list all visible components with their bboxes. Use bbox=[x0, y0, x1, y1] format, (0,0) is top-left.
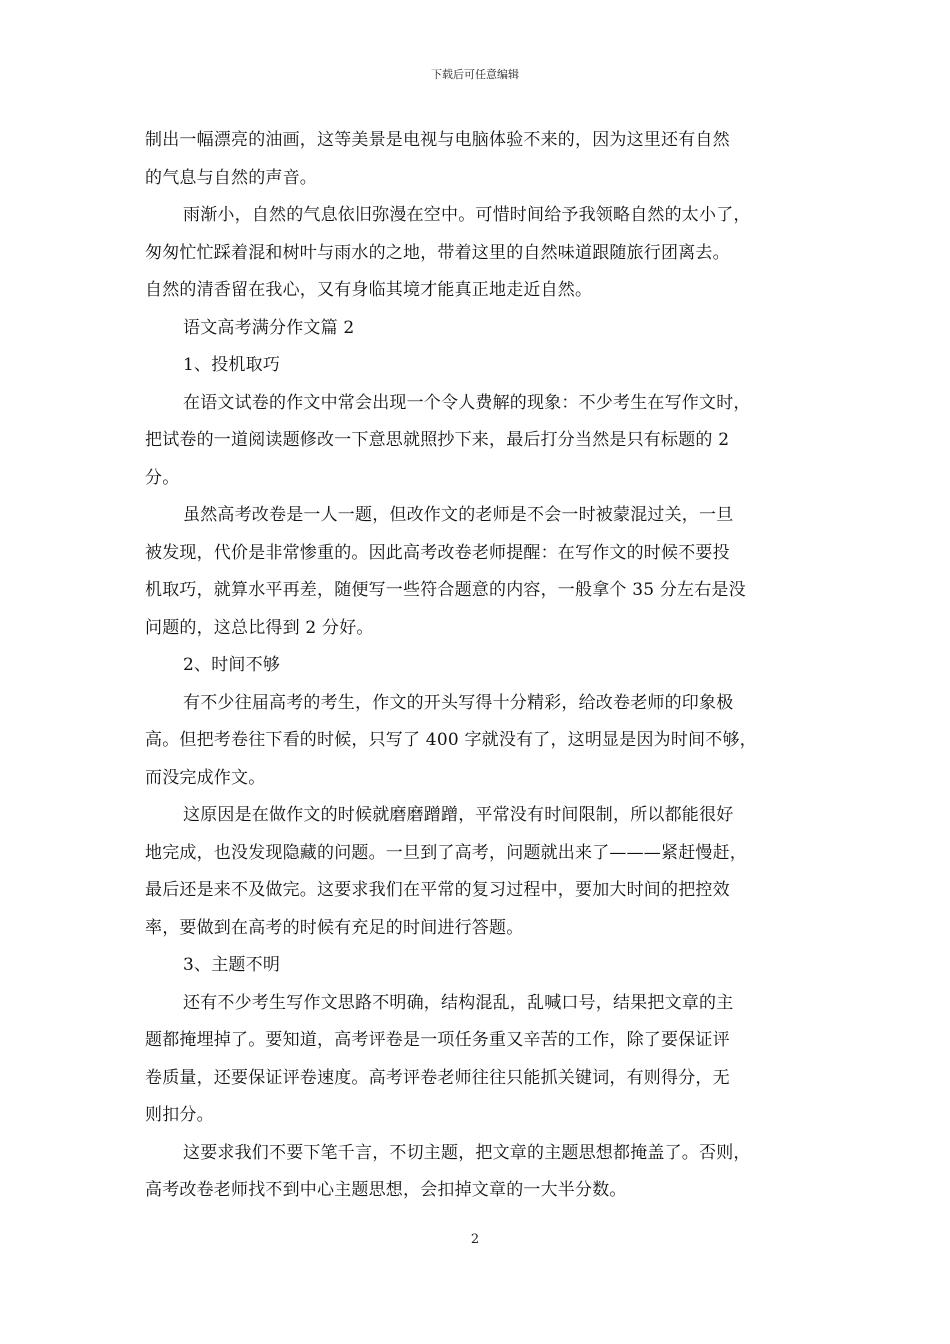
text-line: 地完成，也没发现隐藏的问题。一旦到了高考，问题就出来了———紧赶慢赶， bbox=[145, 842, 747, 863]
text-line: 卷质量，还要保证评卷速度。高考评卷老师往往只能抓关键词，有则得分，无 bbox=[145, 1067, 730, 1088]
page-header: 下载后可任意编辑 bbox=[431, 68, 519, 81]
text-line: 2、时间不够 bbox=[183, 655, 281, 675]
text-line: 这原因是在做作文的时候就磨磨蹭蹭，平常没有时间限制，所以都能很好 bbox=[183, 805, 734, 825]
text-line: 雨渐小，自然的气息依旧弥漫在空中。可惜时间给予我领略自然的太小了， bbox=[183, 205, 751, 225]
text-line: 匆匆忙忙踩着混和树叶与雨水的之地，带着这里的自然味道跟随旅行团离去。 bbox=[145, 242, 730, 263]
text-line: 制出一幅漂亮的油画，这等美景是电视与电脑体验不来的，因为这里还有自然 bbox=[145, 130, 730, 150]
text-line: 被发现，代价是非常惨重的。因此高考改卷老师提醒：在写作文的时候不要投 bbox=[145, 542, 730, 563]
text-line: 分。 bbox=[145, 467, 180, 488]
text-line: 的气息与自然的声音。 bbox=[145, 167, 317, 188]
text-line: 在语文试卷的作文中常会出现一个令人费解的现象：不少考生在写作文时， bbox=[183, 392, 751, 413]
text-line: 这要求我们不要下笔千言，不切主题，把文章的主题思想都掩盖了。否则， bbox=[183, 1142, 751, 1163]
text-line: 率，要做到在高考的时候有充足的时间进行答题。 bbox=[145, 917, 524, 938]
text-line: 机取巧，就算水平再差，随便写一些符合题意的内容，一般拿个 35 分左右是没 bbox=[145, 580, 746, 600]
text-line: 1、投机取巧 bbox=[183, 355, 281, 375]
text-line: 题都掩埋掉了。要知道，高考评卷是一项任务重又辛苦的工作，除了要保证评 bbox=[145, 1030, 730, 1050]
document-body bbox=[145, 122, 805, 1210]
text-line: 把试卷的一道阅读题修改一下意思就照抄下来，最后打分当然是只有标题的 2 bbox=[145, 430, 730, 450]
text-line: 最后还是来不及做完。这要求我们在平常的复习过程中，要加大时间的把控效 bbox=[145, 880, 730, 900]
page-number: 2 bbox=[470, 1232, 480, 1247]
text-line: 高考改卷老师找不到中心主题思想，会扣掉文章的一大半分数。 bbox=[145, 1180, 627, 1200]
text-line: 有不少往届高考的考生，作文的开头写得十分精彩，给改卷老师的印象极 bbox=[183, 692, 734, 713]
text-line: 还有不少考生写作文思路不明确，结构混乱，乱喊口号，结果把文章的主 bbox=[183, 992, 734, 1013]
text-line: 语文高考满分作文篇 2 bbox=[183, 317, 355, 338]
text-line: 自然的清香留在我心，又有身临其境才能真正地走近自然。 bbox=[145, 280, 593, 300]
text-line: 3、主题不明 bbox=[183, 955, 281, 975]
text-line: 高。但把考卷往下看的时候，只写了 400 字就没有了，这明显是因为时间不够， bbox=[145, 730, 757, 750]
text-line: 而没完成作文。 bbox=[145, 767, 266, 788]
text-line: 问题的，这总比得到 2 分好。 bbox=[145, 617, 374, 638]
text-line: 则扣分。 bbox=[145, 1105, 214, 1125]
text-line: 虽然高考改卷是一人一题，但改作文的老师是不会一时被蒙混过关，一旦 bbox=[183, 505, 734, 525]
